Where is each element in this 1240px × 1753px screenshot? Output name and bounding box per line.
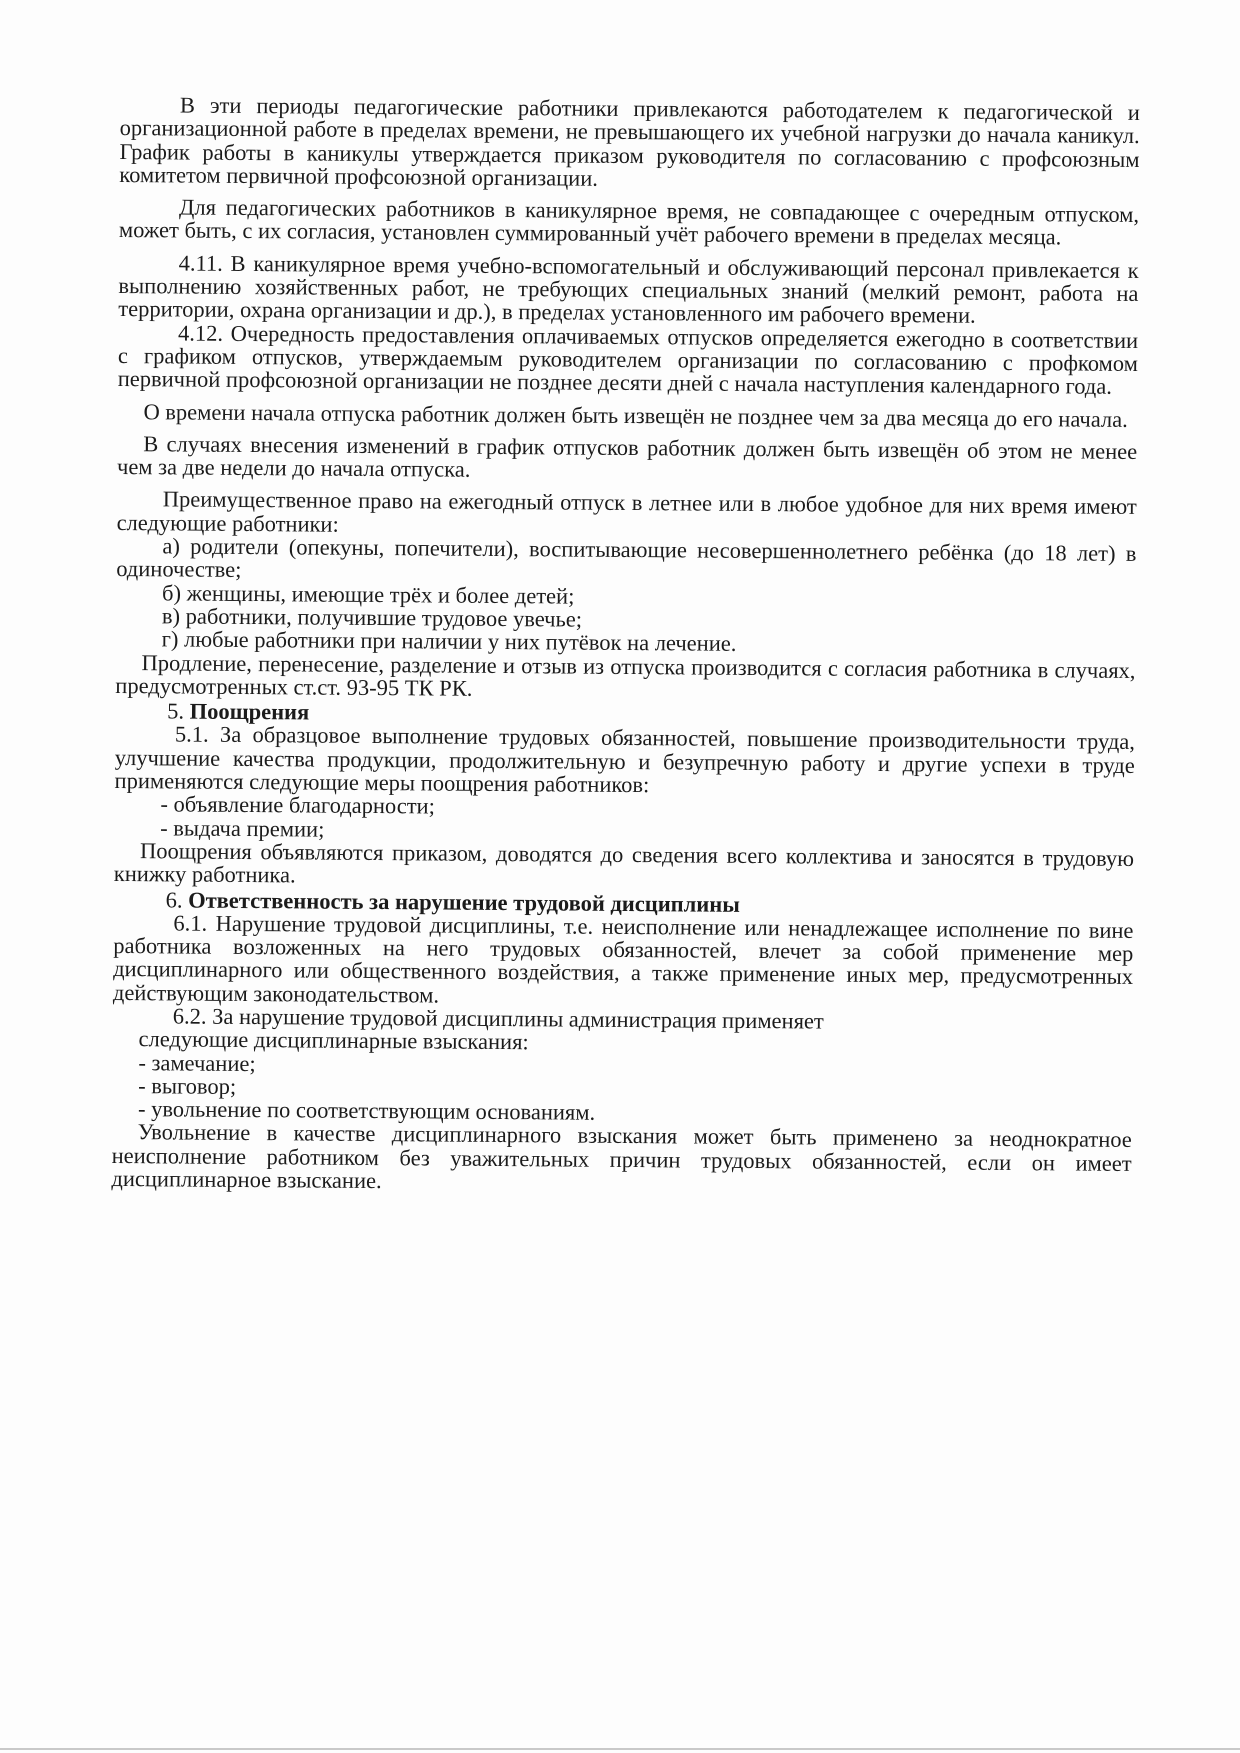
paragraph-vacation-notice: О времени начала отпуска работник должен быть извещён не позднее чем за два месяца до его начала. <box>143 398 1128 432</box>
paragraph-schedule-changes: В случаях внесения изменений в график отпусков работник должен быть извещён об этом не менее чем за две недели до начала отпуска. <box>116 431 1138 482</box>
paragraph-4-11: 4.11. В каникулярное время учебно-вспомогательный и обслуживающий персонал привлекается к выполнению хозяйственных работ, не требующих специальных знаний (мелкий ремонт, работа на территории, охрана организации и др.), в пределах установленного им рабочего времени. <box>118 250 1139 329</box>
paragraph-rewards-announcement: Поощрения объявляются приказом, доводятся до сведения всего коллектива и заносятся в трудовую книжку работника. <box>113 838 1135 888</box>
section-number: 6. <box>165 886 183 913</box>
section-number: 5. <box>167 698 185 724</box>
list-item-bonus: - выдача премии; <box>160 814 325 842</box>
paragraph-penalties-intro: следующие дисциплинарные взыскания: <box>138 1026 529 1055</box>
list-item-a: а) родители (опекуны, попечители), воспитывающие несовершеннолетнего ребёнка (до 18 лет) в одиночестве; <box>116 533 1137 583</box>
paragraph-priority-right: Преимущественное право на ежегодный отпуск в летнее или в любое удобное для них время имеют следующие работники: <box>116 486 1137 537</box>
list-item-reprimand: - выговор; <box>138 1073 237 1099</box>
paragraph-6-2: 6.2. За нарушение трудовой дисциплины администрация применяет <box>172 1003 824 1034</box>
section-title: Ответственность за нарушение трудовой дисциплины <box>188 887 740 917</box>
paragraph-vacation-period-work: В эти периоды педагогические работники привлекаются работодателем к педагогической и организационной работе в пределах времени, не превышающего их учебной нагрузки до начала каникул. График работы в каникулы утверждается приказом руководителя по согласованию с профсоюзным комитетом первичной профсоюзной организации. <box>119 92 1140 191</box>
paragraph-dismissal-as-penalty: Увольнение в качестве дисциплинарного взыскания может быть применено за неоднократное неисполнение работником без уважительных причин трудовых обязанностей, если он имеет дисциплинарное взыскание. <box>111 1119 1132 1194</box>
paragraph-4-12: 4.12. Очередность предоставления оплачиваемых отпусков определяется ежегодно в соответствии с графиком отпусков, утверждаемым руководителем организации по согласованию с профкомом первичной профсоюзной организации не позднее десяти дней с начала наступления календарного года. <box>117 320 1139 400</box>
list-item-v: в) работники, получившие трудовое увечье; <box>161 603 583 632</box>
list-item-dismissal: - увольнение по соответствующим основаниям. <box>137 1096 596 1125</box>
list-item-g: г) любые работники при наличии у них путёвок на лечение. <box>161 626 737 657</box>
paragraph-5-1: 5.1. За образцовое выполнение трудовых обязанностей, повышение производительности труда, улучшение качества продукции, продолжительную и безупречную работу и другие успехи в труде применяются следующие меры поощрения работников: <box>114 721 1136 798</box>
list-item-gratitude: - объявление благодарности; <box>160 791 436 819</box>
paragraph-6-1: 6.1. Нарушение трудовой дисциплины, т.е. неисполнение или ненадлежащее исполнение по вине работника возложенных на него трудовых обязанностей, влечет за собой применение мер дисциплинарного или общественного воздействия, а также применение иных мер, предусмотренных действующим законодательством. <box>112 910 1134 1008</box>
list-item-b: б) женщины, имеющие трёх и более детей; <box>161 579 575 609</box>
scan-bottom-edge <box>0 1748 1240 1750</box>
paragraph-vacation-extension: Продление, перенесение, разделение и отзыв из отпуска производится с согласия работника в случаях, предусмотренных ст.ст. 93-95 ТК РК. <box>115 649 1136 701</box>
section-title: Поощрения <box>189 698 310 725</box>
document-body <box>111 93 1140 1198</box>
paragraph-summed-time-accounting: Для педагогических работников в каникулярное время, не совпадающее с очередным отпуском, может быть, с их согласия, установлен суммированный учёт рабочего времени в пределах месяца. <box>118 194 1140 250</box>
list-item-remark: - замечание; <box>138 1049 256 1076</box>
